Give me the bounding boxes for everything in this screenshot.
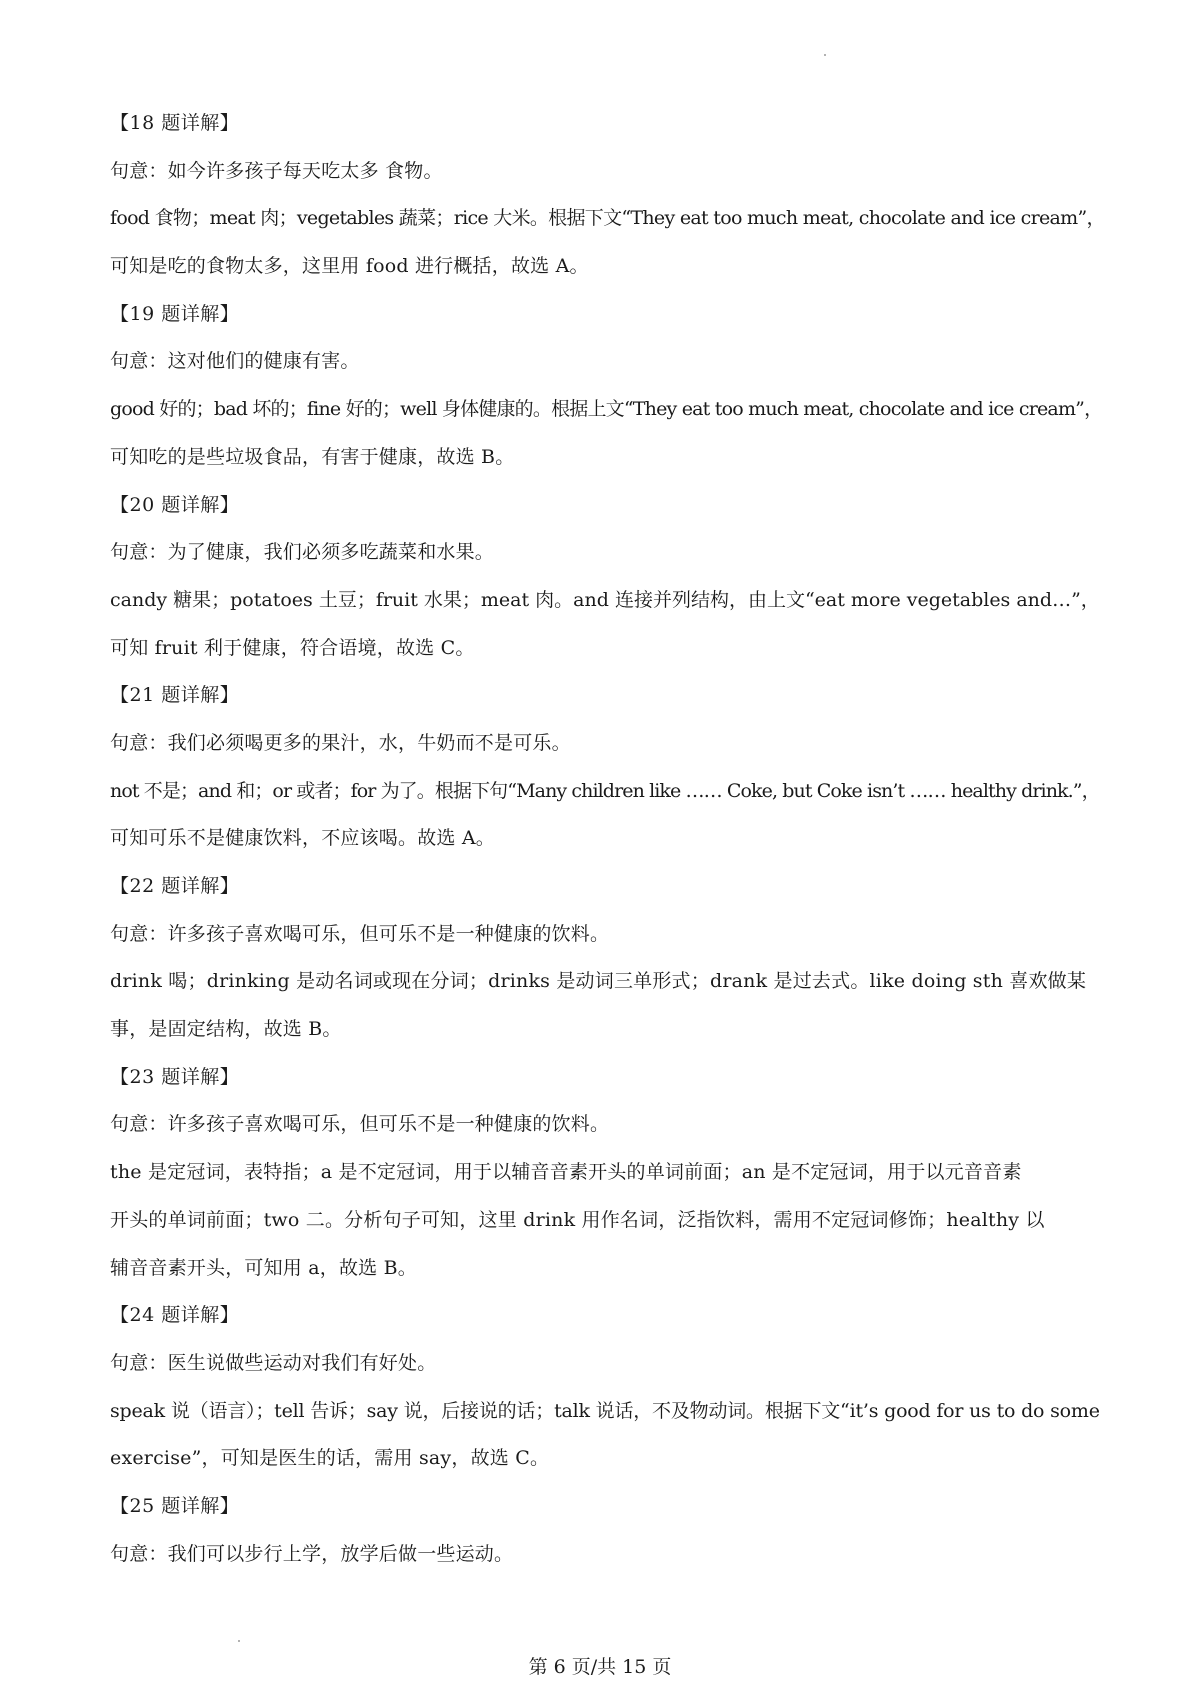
explanation-section bbox=[110, 1292, 1105, 1483]
sentence-meaning: 句意：许多孩子喜欢喝可乐，但可乐不是一种健康的饮料。 bbox=[110, 922, 610, 945]
explanation-line: 可知可乐不是健康饮料，不应该喝。故选 A。 bbox=[110, 827, 495, 850]
explanation-line: 可知 fruit 利于健康，符合语境，故选 C。 bbox=[110, 636, 475, 659]
section-heading: 【19 题详解】 bbox=[110, 302, 240, 325]
explanation-line: 可知吃的是些垃圾食品，有害于健康，故选 B。 bbox=[110, 445, 515, 468]
explanation-section bbox=[110, 100, 1105, 291]
explanation-section bbox=[110, 672, 1105, 863]
sentence-meaning: 句意：许多孩子喜欢喝可乐，但可乐不是一种健康的饮料。 bbox=[110, 1113, 610, 1136]
section-heading: 【21 题详解】 bbox=[110, 684, 240, 707]
explanation-line: 开头的单词前面；two 二。分析句子可知，这里 drink 用作名词，泛指饮料，需用不定冠词修饰；healthy 以 bbox=[110, 1208, 1045, 1231]
sentence-meaning: 句意：这对他们的健康有害。 bbox=[110, 350, 360, 373]
explanation-section bbox=[110, 291, 1105, 482]
explanation-line: 辅音音素开头，可知用 a，故选 B。 bbox=[110, 1256, 417, 1279]
explanation-line: food 食物；meat 肉；vegetables 蔬菜；rice 大米。根据下文“They eat too much meat, chocolate and ice cream”， bbox=[110, 207, 1105, 230]
explanation-line: drink 喝；drinking 是动名词或现在分词；drinks 是动词三单形式；drank 是过去式。like doing sth 喜欢做某 bbox=[110, 970, 1087, 993]
explanation-line: 可知是吃的食物太多，这里用 food 进行概括，故选 A。 bbox=[110, 255, 589, 278]
explanation-section bbox=[110, 863, 1105, 1054]
explanation-line: the 是定冠词，表特指；a 是不定冠词，用于以辅音音素开头的单词前面；an 是不定冠词，用于以元音音素 bbox=[110, 1161, 1022, 1184]
scan-speck-bottom bbox=[238, 1640, 240, 1642]
explanation-section bbox=[110, 1483, 1105, 1578]
section-heading: 【18 题详解】 bbox=[110, 112, 240, 134]
sentence-meaning: 句意：如今许多孩子每天吃太多 食物。 bbox=[110, 159, 443, 182]
explanation-line: good 好的；bad 坏的；fine 好的；well 身体健康的。根据上文“They eat too much meat, chocolate and ice cream”， bbox=[110, 398, 1103, 421]
section-heading: 【22 题详解】 bbox=[110, 875, 240, 897]
explanation-section bbox=[110, 1054, 1105, 1292]
explanation-line: exercise”，可知是医生的话，需用 say，故选 C。 bbox=[110, 1447, 550, 1470]
explanation-section bbox=[110, 482, 1105, 673]
explanation-line: speak 说（语言）；tell 告诉；say 说，后接说的话；talk 说话，不及物动词。根据下文“it’s good for us to do some bbox=[110, 1399, 1100, 1422]
scan-speck-top bbox=[824, 54, 826, 56]
sentence-meaning: 句意：为了健康，我们必须多吃蔬菜和水果。 bbox=[110, 541, 495, 564]
sentence-meaning: 句意：我们必须喝更多的果汁，水，牛奶而不是可乐。 bbox=[110, 731, 571, 754]
explanation-line: not 不是；and 和；or 或者；for 为了。根据下句“Many children like …… Coke, but Coke isn’t …… healthy drink.”， bbox=[110, 779, 1100, 802]
section-heading: 【25 题详解】 bbox=[110, 1494, 240, 1517]
explanation-line: 事，是固定结构，故选 B。 bbox=[110, 1018, 342, 1041]
section-heading: 【23 题详解】 bbox=[110, 1065, 240, 1088]
explanation-line: candy 糖果；potatoes 土豆；fruit 水果；meat 肉。and 连接并列结构，由上文“eat more vegetables and…”， bbox=[110, 588, 1100, 611]
section-heading: 【20 题详解】 bbox=[110, 493, 240, 516]
section-heading: 【24 题详解】 bbox=[110, 1304, 240, 1327]
sentence-meaning: 句意：我们可以步行上学，放学后做一些运动。 bbox=[110, 1542, 514, 1565]
page-number-footer: 第 6 页/共 15 页 bbox=[528, 1656, 672, 1678]
answer-explanations bbox=[110, 100, 1105, 1578]
sentence-meaning: 句意：医生说做些运动对我们有好处。 bbox=[110, 1351, 437, 1374]
